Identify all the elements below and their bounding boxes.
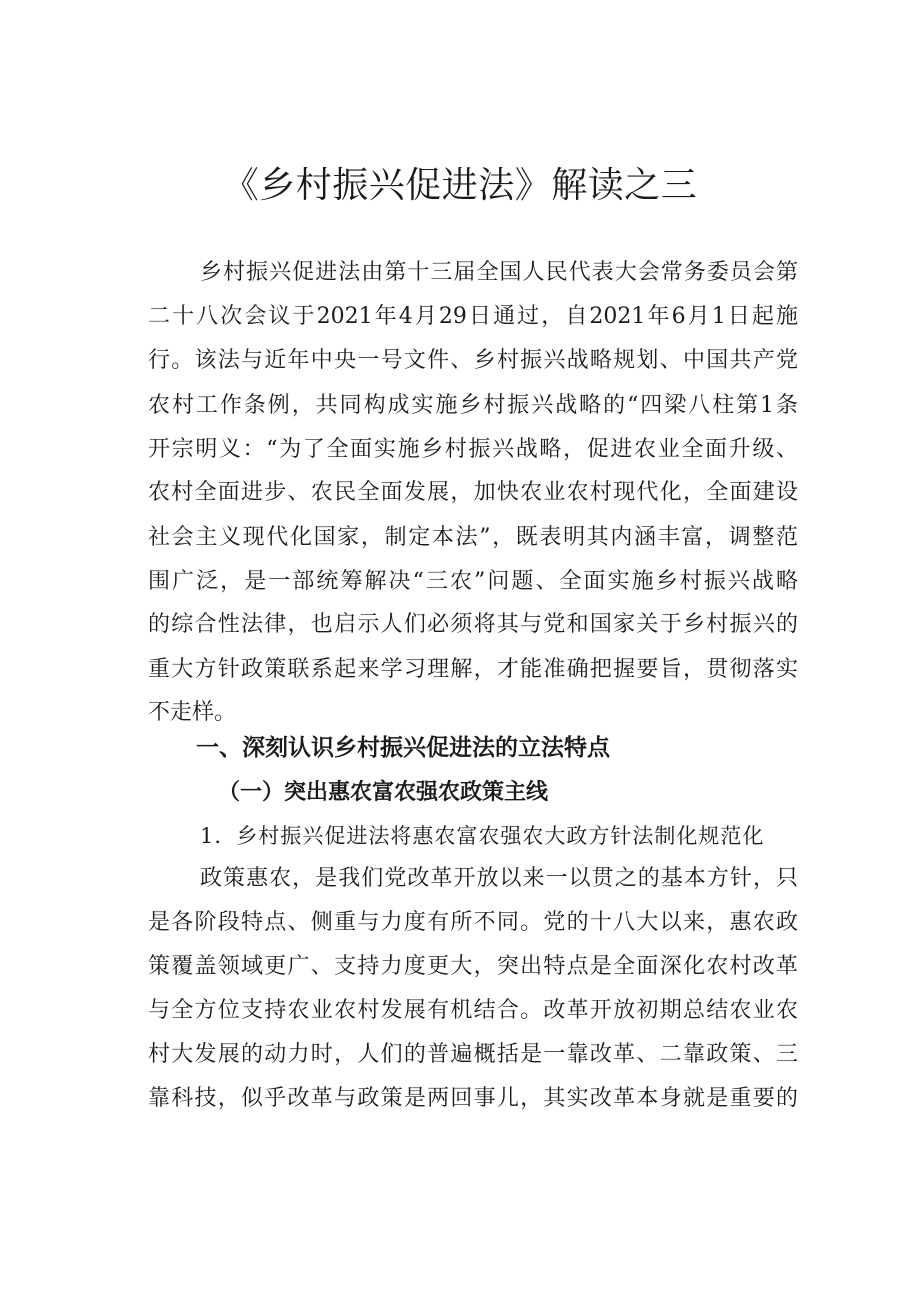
intro-line: 重大方针政策联系起来学习理解，才能准确把握要旨，贯彻落实 [148,657,798,682]
intro-line: 围广泛，是一部统筹解决“三农”问题、全面实施乡村振兴战略 [148,569,798,594]
intro-line: 乡村振兴促进法由第十三届全国人民代表大会常务委员会第 [200,260,798,285]
body-line: 是各阶段特点、侧重与力度有所不同。党的十八大以来，惠农政 [148,910,798,935]
intro-line: 行。该法与近年中央一号文件、乡村振兴战略规划、中国共产党 [148,348,798,373]
intro-line: 的综合性法律，也启示人们必须将其与党和国家关于乡村振兴的 [148,612,798,637]
intro-line: 二十八次会议于2021年4月29日通过，自2021年6月1日起施 [148,304,798,329]
numbered-subheading: 1．乡村振兴促进法将惠农富农强农大政方针法制化规范化 [200,824,765,848]
body-line: 策覆盖领域更广、支持力度更大，突出特点是全面深化农村改革 [148,954,798,979]
body-line: 村大发展的动力时，人们的普遍概括是一靠改革、二靠政策、三 [148,1042,798,1067]
body-line: 政策惠农，是我们党改革开放以来一以贯之的基本方针，只 [200,866,798,891]
section-heading: 一、深刻认识乡村振兴促进法的立法特点 [196,735,610,761]
subsection-heading: （一）突出惠农富农强农政策主线 [218,779,549,805]
intro-line: 不走样。 [148,700,237,725]
intro-line: 农村工作条例，共同构成实施乡村振兴战略的“四梁八柱第1条 [148,393,798,418]
document-title: 《乡村振兴促进法》解读之三 [222,165,698,206]
body-line: 靠科技，似乎改革与政策是两回事儿，其实改革本身就是重要的 [148,1086,798,1111]
intro-line: 农村全面进步、农民全面发展，加快农业农村现代化，全面建设 [148,480,798,505]
intro-line: 社会主义现代化国家，制定本法”，既表明其内涵丰富，调整范 [148,525,798,550]
intro-line: 开宗明义：“为了全面实施乡村振兴战略，促进农业全面升级、 [148,437,798,462]
body-line: 与全方位支持农业农村发展有机结合。改革开放初期总结农业农 [148,998,798,1023]
